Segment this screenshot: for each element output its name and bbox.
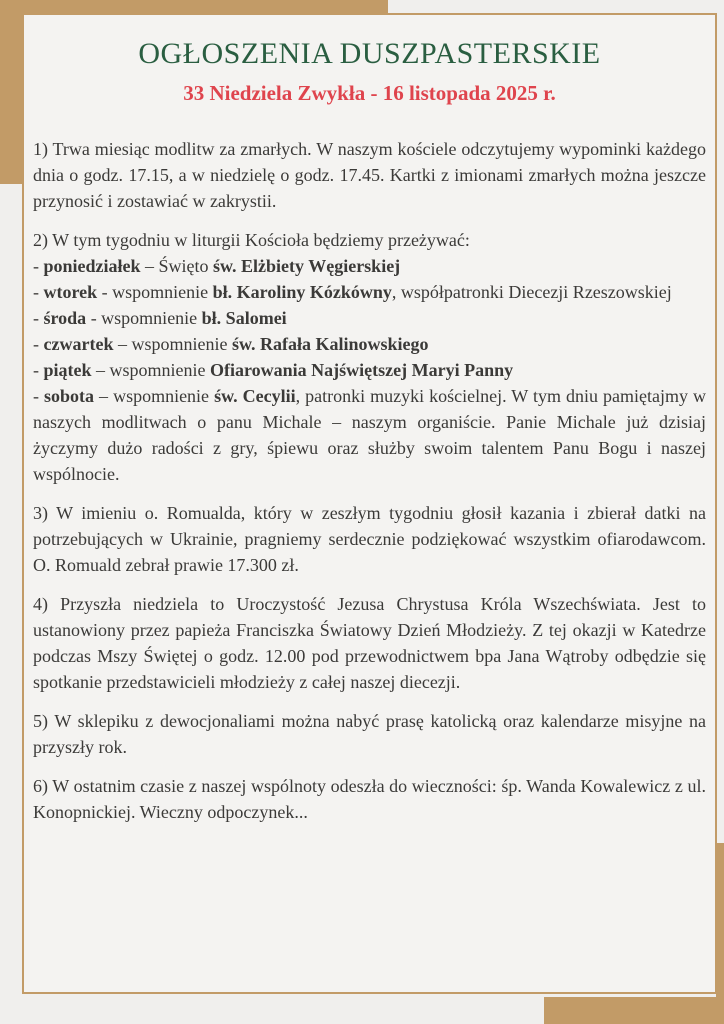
text-segment: św. Elżbiety Węgierskiej <box>213 256 401 276</box>
text-segment: Ofiarowania Najświętszej Maryi Panny <box>210 360 514 380</box>
text-segment: – wspomnienie <box>94 386 215 406</box>
text-segment: poniedziałek <box>43 256 141 276</box>
text-segment: – wspomnienie <box>91 360 211 380</box>
text-segment: 1) Trwa miesiąc modlitw za zmarłych. W naszym kościele odczytujemy wypominki każdego dnia o godz. 17.15, a w niedzielę o godz. 17.45. Kartki z imionami zmarłych można jeszcze przynosić i zostawiać w zakrystii. <box>33 139 706 211</box>
text-segment: środa <box>43 308 87 328</box>
corner-accent-top-bar <box>0 0 388 14</box>
text-segment: wtorek <box>43 282 98 302</box>
page-subtitle: 33 Niedziela Zwykła - 16 listopada 2025 r. <box>183 81 556 105</box>
page-title: OGŁOSZENIA DUSZPASTERSKIE <box>138 37 601 70</box>
text-segment: św. Cecylii <box>214 386 296 406</box>
text-segment: - wspomnienie <box>97 282 213 302</box>
text-segment: 2) W tym tygodniu w liturgii Kościoła będziemy przeżywać: <box>33 230 470 250</box>
announcement-paragraph <box>33 500 706 578</box>
announcement-paragraph <box>33 773 706 825</box>
announcement-paragraph <box>33 136 706 214</box>
announcement-card <box>22 13 717 994</box>
text-segment: - <box>33 360 44 380</box>
text-segment: czwartek <box>43 334 114 354</box>
text-segment: 4) Przyszła niedziela to Uroczystość Jezusa Chrystusa Króla Wszechświata. Jest to ustanowiony przez papieża Franciszka Światowy Dzień Młodzieży. Z tej okazji w Katedrze podczas Mszy Świętej o godz. 12.00 pod przewodnictwem bpa Jana Wątroby odbędzie się spotkanie przedstawicieli młodzieży z całej naszej diecezji. <box>33 594 706 692</box>
text-segment: - wspomnienie <box>86 308 202 328</box>
text-segment: sobota <box>44 386 95 406</box>
text-segment: - <box>33 386 45 406</box>
corner-accent-bottom-bar <box>544 997 724 1024</box>
announcements-body <box>33 136 706 825</box>
text-segment: 3) W imieniu o. Romualda, który w zeszłym tygodniu głosił kazania i zbierał datki na potrzebujących w Ukrainie, pragniemy serdecznie podziękować wszystkim ofiarodawcom. O. Romuald zebrał prawie 17.300 zł. <box>33 503 706 575</box>
text-segment: , patronki muzyki kościelnej. W tym dniu pamiętajmy w naszych modlitwach o panu Michale – naszym organiście. Panie Michale już dzisiaj życzymy dużo radości z gry, śpiewu oraz służby swoim talentem Panu Bogu i naszej wspólnocie. <box>33 386 706 484</box>
text-segment: – wspomnienie <box>113 334 232 354</box>
text-segment: piątek <box>43 360 92 380</box>
announcement-paragraph <box>33 591 706 695</box>
announcement-paragraph <box>33 708 706 760</box>
text-segment: bł. Karoliny Kózkówny <box>212 282 392 302</box>
text-segment: - <box>33 282 44 302</box>
announcement-paragraph <box>33 227 706 487</box>
text-segment: 5) W sklepiku z dewocjonaliami można nabyć prasę katolicką oraz kalendarze misyjne na przyszły rok. <box>33 711 706 757</box>
corner-accent-left-bar <box>0 0 22 184</box>
text-segment: - <box>33 256 44 276</box>
text-segment: - <box>33 334 44 354</box>
text-segment: , współpatronki Diecezji Rzeszowskiej <box>391 282 672 302</box>
text-segment: – Święto <box>140 256 214 276</box>
text-segment: - <box>33 308 44 328</box>
text-segment: św. Rafała Kalinowskiego <box>231 334 429 354</box>
text-segment: 6) W ostatnim czasie z naszej wspólnoty odeszła do wieczności: śp. Wanda Kowalewicz z ul. Konopnickiej. Wieczny odpoczynek... <box>33 776 706 822</box>
text-segment: bł. Salomei <box>201 308 287 328</box>
